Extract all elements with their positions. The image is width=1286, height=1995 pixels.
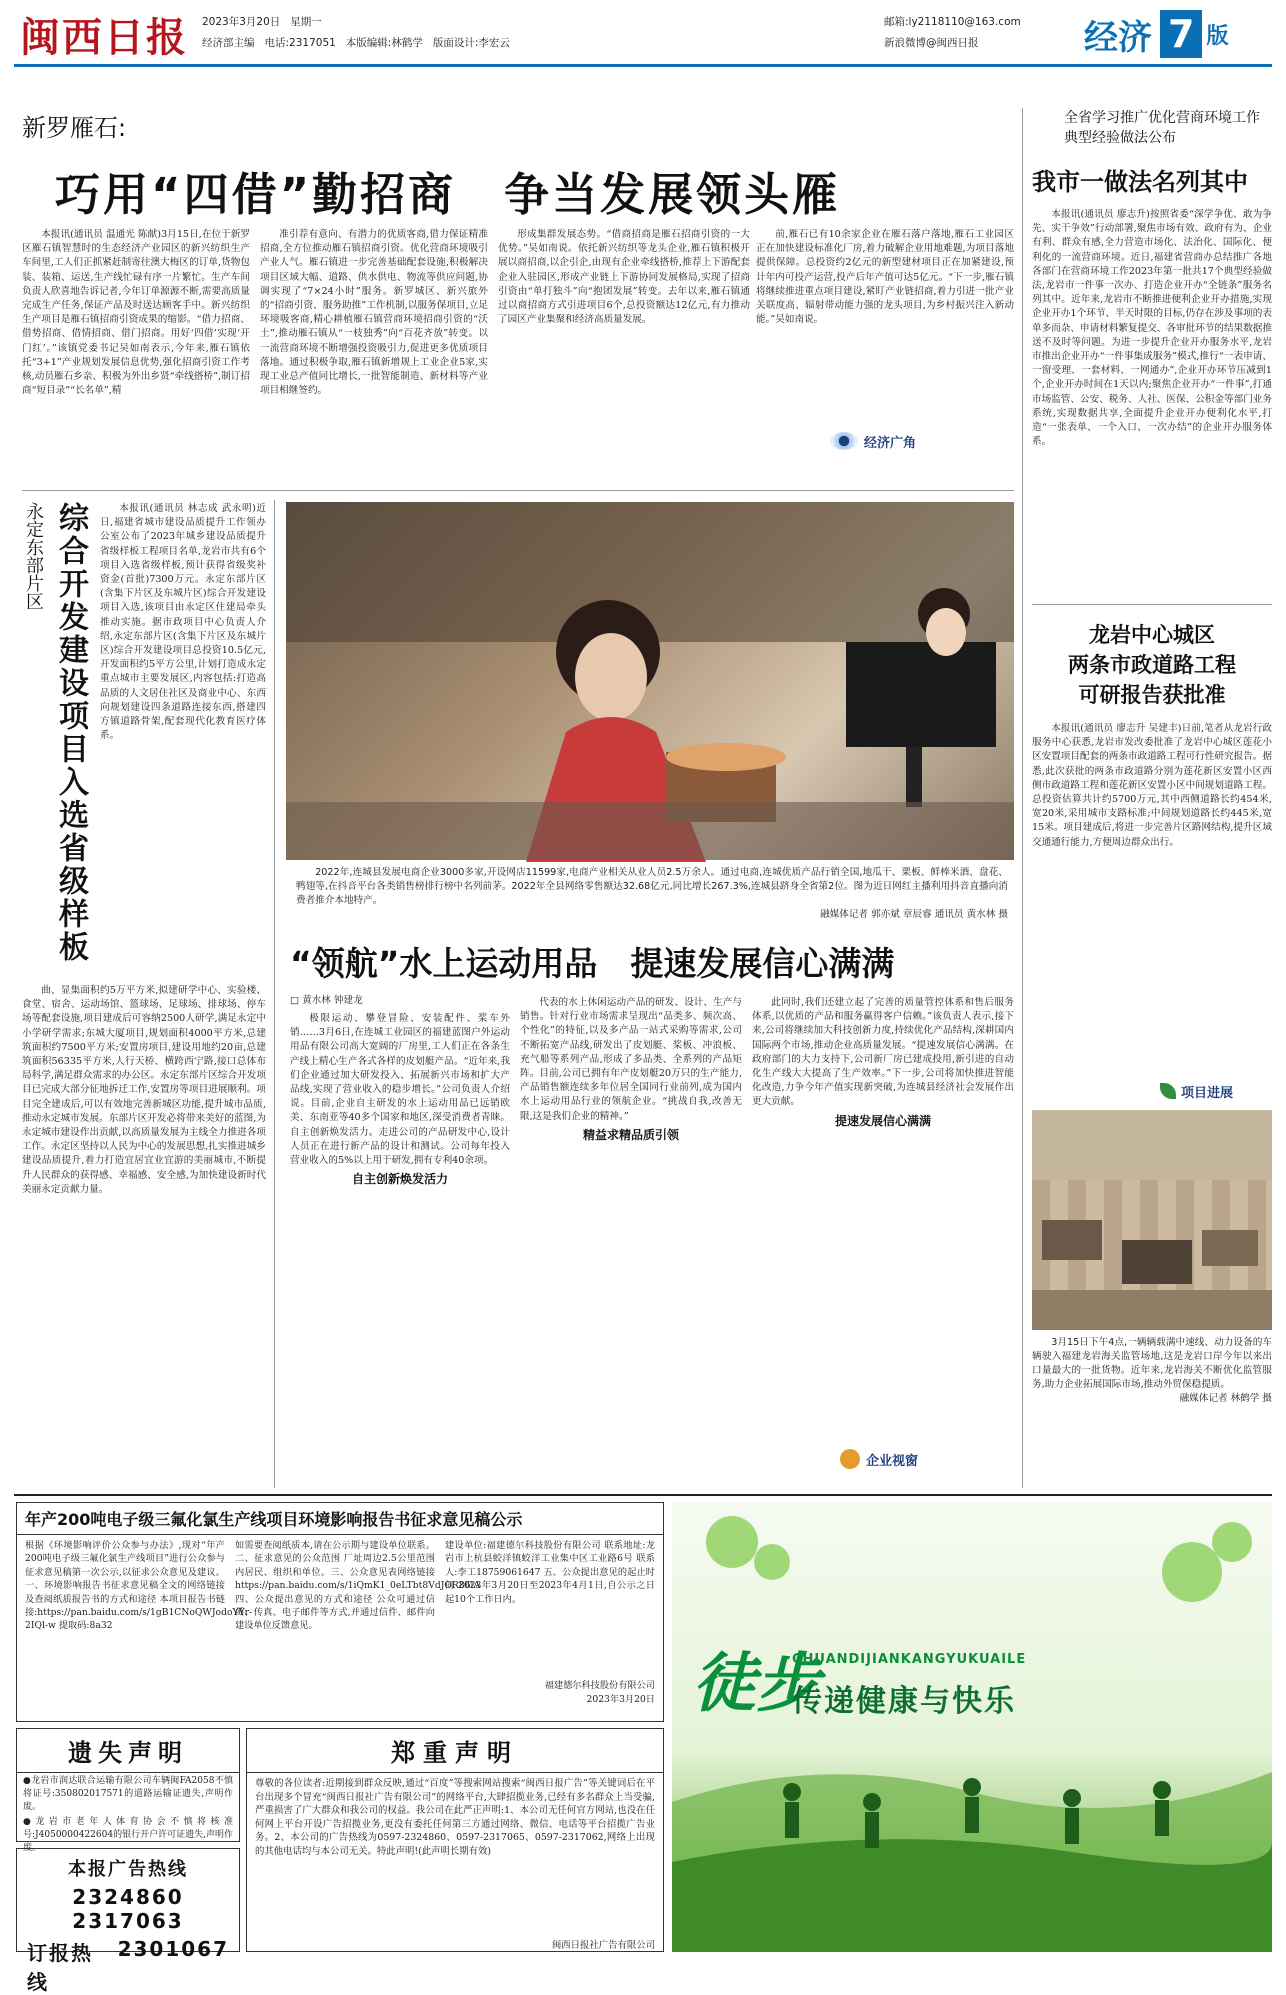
phone-line: 电话:2317051 <box>264 37 336 49</box>
second-headline: “领航”水上运动用品 提速发展信心满满 <box>290 944 895 983</box>
side-top-headline: 我市一做法名列其中 <box>1032 168 1248 196</box>
lead-col-4: 前,雁石已有10余家企业在雁石落户落地,雁石工业园区正在加快建设标准化厂房,着力破解企业用地难题,为项目落地提供保障。总投资约2亿元的新型建材项目正在加紧建设,预计年内可投产运营,投产后年产值可达5亿元。“下一步,雁石镇将继续推进重点项目建设,紧盯产业链招商,着力引进一批产业关联度高、辐射带动能力强的龙头项目,为乡村振兴注入新动能。”吴如南说。 <box>756 229 1014 326</box>
project-progress-label: 项目进展 <box>1181 1085 1234 1101</box>
page-number-badge: 7 <box>1160 10 1202 58</box>
lost-title: 遗失声明 <box>17 1729 239 1773</box>
right-column-divider <box>1022 108 1023 1488</box>
feature-photo-credit: 融媒体记者 郭亦斌 章辰睿 通讯员 黄水林 摄 <box>820 909 1008 920</box>
lost-item-1: ●龙岩市润达联合运输有限公司车辆闽FA2058不慎将证号:350802017571的道路运输证遗失,声明作废。 <box>23 1776 233 1812</box>
lead-col-3: 形成集群发展态势。“借商招商是雁石招商引资的一大优势。”吴如南说。依托新兴纺织等龙头企业,雁石镇积极开展以商招商,以企引企,由现有企业牵线搭桥,推荐上下游配套企业入驻园区,形成产业链上下游协同发展格局,实现了招商引资由“单打独斗”向“抱团发展”转变。去年以来,雁石镇通过以商招商方式引进项目6个,总投资额达12亿元,有力推动了园区产业集聚和经济高质量发展。 <box>498 229 750 326</box>
page-unit: 版 <box>1206 23 1229 49</box>
section-label <box>1084 8 1274 60</box>
notice-title: 年产200吨电子级三氟化氯生产线项目环境影响报告书征求意见稿公示 <box>17 1503 663 1535</box>
walking-promo <box>672 1502 1272 1952</box>
second-sub-3: 提速发展信心满满 <box>834 1113 931 1128</box>
economy-corner-tag <box>830 424 980 458</box>
ad-hotline-title: 本报广告热线 <box>68 1859 188 1880</box>
masthead-title: 闽西日报 <box>20 14 188 61</box>
ad-hotline-box <box>16 1848 240 1994</box>
lead-col-2: 准引荐有意向、有潜力的优质客商,借力保证精准招商,全方位推动雁石镇招商引资。优化营商环境吸引产业人气。雁石镇进一步完善基础配套设施,积极解决项目区域大幅、道路、供水供电、物流等供应问题,协调实现了“7×24小时”服务。新罗城区、新兴旅外的“招商引资、服务助推”工作机制,以服务保项目,立足环境吸客商,精心耕植雁石镇营商环境招商引资的“沃土”,推动雁石镇从“一枝独秀”向“百花齐放”转变。以一流营商环境不断增强投资吸引力,促进更多优质项目落地。通过积极争取,雁石镇新增规上工业企业5家,实现工业总产值同比增长,一批智能制造、新材料等产业项目相继签约。 <box>260 229 488 397</box>
side-bottom-body: 本报讯(通讯员 廖志升 吴建丰)日前,笔者从龙岩行政服务中心获悉,龙岩市发改委批准了龙岩中心城区莲花小区安置项目配套的两条市政道路工程可行性研究报告。据悉,此次获批的两条市政道路分别为莲花新区安置小区西侧市政道路工程和莲花新区安置小区中间规划道路工程。总投资估算共计约5700万元,其中西侧道路长约454米,宽20米,采用城市支路标准;中间规划道路长约445米,宽15米。项目建成后,将进一步完善片区路网结构,提升区域交通通行能力,方便周边群众出行。 <box>1032 723 1272 848</box>
side-bottom-headline-2: 两条市政道路工程 <box>1068 653 1236 677</box>
notice-col-2: 如需要查阅纸质本,请在公示期与建设单位联系。二、征求意见的公众范围 厂址周边2.5公里范围内居民、组织和单位。三、公众意见表网络链接 https://pan.baidu.com/s/1iQmK1_0eLTbt8VdJOR86lA 四、公众提出意见的方式和途径 公众可通过信函、传真、电子邮件等方式,并通过信件、邮件向建设单位反馈意见。 <box>235 1540 481 1632</box>
solemn-statement <box>246 1728 664 1952</box>
window-icon <box>840 1449 860 1469</box>
second-col-2: 代表的水上休闲运动产品的研发、设计、生产与销售。针对行业市场需求呈现出“品类多、频次高、个性化”的特征,以及多产品一站式采购等需求,公司不断拓宽产品线,研发出了皮划艇、桨板、冲浪板、充气船等系列产品,形成了多品类、全系列的产品矩阵。目前,公司已拥有年产皮划艇20万只的生产能力,产品销售额连续多年位居全国同行业前列,成为国内水上运动用品行业的领航企业。“挑战自我,改善无限,这是我们企业的精神。” 精益求精品质引领 <box>520 997 742 1142</box>
bottom-section-rule <box>14 1494 1272 1496</box>
email-line: 邮箱:ly2118110@163.com <box>884 16 1021 28</box>
notice-date: 2023年3月20日 <box>586 1694 655 1706</box>
second-sub-1: 自主创新焕发活力 <box>351 1172 448 1187</box>
header-contact <box>884 14 1074 54</box>
second-byline: □ 黄水林 钟建龙 <box>290 995 363 1006</box>
side-bottom-photo-art <box>1032 1110 1272 1330</box>
enterprise-window-tag <box>840 1444 980 1474</box>
solemn-title: 郑重声明 <box>247 1729 663 1773</box>
lead-bottom-rule <box>22 490 1014 491</box>
side-bottom-photo-caption: 3月15日下午4点,一辆辆载满中速线、动力设备的车辆驶入福建龙岩海关监管场地,这是龙岩口岸今年以来出口量最大的一批货物。近年来,龙岩海关不断优化监管服务,助力企业拓展国际市场,推动外贸保稳提质。 融媒体记者 林鹤学 摄 <box>1032 1337 1272 1404</box>
project-progress-tag <box>1160 1078 1272 1104</box>
feature-photo-caption: 2022年,连城县发展电商企业3000多家,开设网店11599家,电商产业相关从业人员2.5万余人。通过电商,连城优质产品行销全国,地瓜干、栗板、鲜棒米酒、盘花、鸭翅等,在抖音平台各类销售榜排行榜中名列前茅。2022年全县网络零售额达32.68亿元,同比增长267.3%,连城县跻身全省第2位。图为近日网红主播利用抖音直播向消费者推介本地特产。 融媒体记者 郭亦斌 章辰睿 通讯员 黄水林 摄 <box>296 867 1008 920</box>
lead-kicker: 新罗雁石: <box>22 114 127 142</box>
lead-col-1: 本报讯(通讯员 温通光 陈献)3月15日,在位于新罗区雁石镇智慧时的生态经济产业园区的新兴纺织生产车间里,工人们正抓紧赶制寄往澳大梅区的订单,货物包装、装箱、运送,生产线忙碌有序一片繁忙。生产车间负责人欣喜地告诉记者,今年订单源源不断,需要高质量完成生产任务,保证产品及时送达顾客手中。新兴纺织生产项目是雁石镇招商引资成果的缩影。“借力招商、借势招商、借情招商、借门招商。用好‘四借’实现‘开门红’。”该镇党委书记吴如南表示,今年来,雁石镇依托“3+1”产业规划发展信息优势,强化招商引资工作考核,动员雁石乡亲、积极为外出乡贤“牵线搭桥”,制订招商“短目录”“长名单”,精 <box>22 229 250 397</box>
section-name: 经济 <box>1084 17 1152 58</box>
designer-line: 版面设计:李宏云 <box>432 37 510 49</box>
side-top-body: 本报讯(通讯员 廖志升)按照省委“深学争优、敢为争先、实干争效”行动部署,聚焦市场有效、政府有为、企业有利、群众有感,全力营造市场化、法治化、国际化、便利化的一流营商环境。近日,福建省营商办总结推广各地各部门在营商环境工作2023年第一批共17个典型经验做法,龙岩市一件事一次办、打造企业开办“全链条”服务名列其中。近年来,龙岩市不断推进便利企业开办措施,实现企业开办1个环节、半天时限的目标,仍存在涉及事项的表单多而杂、申请材料繁复提交、各审批环节的结果数据推送不及时等问题。为进一步提升企业开办服务水平,龙岩市推出企业开办“一件事集成服务”模式,推行“一表申请、一窗受理、一套材料、一网通办”,企业开办环节压减到1个,企业开办时间在1天以内;聚焦企业开办“一件事”,打通市场监管、公安、税务、人社、医保、公积金等部门业务系统,实现数据共享,全面提升企业开办便利化水平,打造“一张表单、一个入口、一次办结”的企业开办服务体系。 <box>1032 209 1272 448</box>
side-bottom-photo-credit: 融媒体记者 林鹤学 摄 <box>1179 1393 1272 1404</box>
promo-slogan: 传递健康与快乐 <box>792 1684 1016 1719</box>
side-bottom-headline <box>1032 620 1272 712</box>
editor-line: 经济部主编 <box>202 37 255 49</box>
lost-notice <box>16 1728 240 1853</box>
leaf-icon <box>1160 1083 1176 1099</box>
feature-photo-art <box>286 502 1014 860</box>
second-col-1: 极限运动、攀登冒险、安装配件、桨车外销……3月6日,在连城工业园区的福建蓝图户外运动用品有限公司高大宽阔的厂房里,工人们正在各条生产线上精心生产各式各样的皮划艇产品。“近年来,我们企业通过加大研发投入、拓展新兴市场和扩大产品线,实现了营业收入的稳步增长。”公司负责人介绍说。目前,企业自主研发的水上运动用品已远销欧美、东南亚等40多个国家和地区,深受消费者青睐。自主创新焕发活力。走进公司的产品研发中心,设计人员正在进行新产品的设计和测试。公司每年投入营业收入的5%以上用于研发,拥有专利40余项。 自主创新焕发活力 <box>290 1013 510 1187</box>
ad-hotline-numbers: 2324860 2317063 <box>72 1885 184 1933</box>
order-hotline-number: 2301067 <box>117 1937 229 1961</box>
weibo-line: 新浪微博@闽西日报 <box>884 37 979 49</box>
side-bottom-photo <box>1032 1110 1272 1330</box>
vertical-body-top: 本报讯(通讯员 林志成 武永明)近日,福建省城市建设品质提升工作领办公室公布了2023年城乡建设品质提升省级样板工程项目名单,龙岩市共有6个项目入选省级样板,预计获得省级奖补资金(首批)7300万元。永定东部片区(含集下片区及东城片区)综合开发建设项目入选,该项目由永定区住建局牵头推动实施。据市政项目中心负责人介绍,永定东部片区(含集下片区及东城片区)综合开发建设项目总投资10.5亿元,开发面积约5平方公里,计划打造成永定重点城市主要发展区,内容包括:打造高品质的人文居住社区及商业中心、东西向规划建设四条道路连接东西,搭建四方镇道路骨架,配套现代化教育医疗体系。 <box>100 503 266 742</box>
second-col-3: 此同时,我们还建立起了完善的质量管控体系和售后服务体系,以优质的产品和服务赢得客户信赖。”该负责人表示,接下来,公司将继续加大科技创新力度,持续优化产品结构,深耕国内国际两个市场,推动企业高质量发展。“提速发展信心满满。在政府部门的大力支持下,公司新厂房已建成投用,新引进的自动化生产线大大提高了生产效率。”下一步,公司将加快推进智能化改造,力争今年产值实现新突破,为连城县经济社会发展作出更大贡献。 提速发展信心满满 <box>752 997 1014 1128</box>
solemn-body: 尊敬的各位读者:近期接到群众反映,通过“百度”等搜索网站搜索“闽西日报广告”等关键词后在平台出现多个冒充“闽西日报社广告有限公司”的网络平台,大肆招揽业务,已经有多名群众上当受骗,严重损害了广大群众和我公司的权益。我公司在此严正声明:1、本公司无任何官方网站,也没在任何网上平台开设广告招揽业务,更没有委托任何第三方通过网络、微信、电话等平台招揽广告业务。2、本公司的广告热线为0597-2324860、0597-2317065、0597-2317062,网络上出现的其他电话均与本公司无关。特此声明!(此声明长期有效) <box>255 1778 655 1857</box>
vertical-body-bottom: 曲、显集面积约5万平方米,拟建研学中心、实验楼、食堂、宿舍、运动场馆、篮球场、足球场、排球场、停车场等配套设施,项目建成后可容纳2500人研学,满足永定中小学研学需求;东城大厦项目,规划面积4000平方米,总建筑面积约7500平方米;安置房项目,建设用地约20亩,总建筑面积56335平方米,人行天桥、横跨西宁路,接口总体布局科学,满足群众需求的办公区。永定东部片区综合开发项目已完成大部分征地拆迁工作,安置房等项目进展顺利。项目完全建成后,可以有效地完善新城区功能,提升城市品质,推动永定城市发展。东部片区开发必将带来美好的蓝图,为永定城市建设作出贡献,以高质量发展为主线全力推进各项工作。永定区坚持以人民为中心的发展思想,扎实推进城乡建设品质提升,着力打造宜居宜业宜游的美丽城市,不断提升人民群众的获得感、幸福感、安全感,为加快建设新时代美丽永定贡献力量。 <box>22 985 266 1195</box>
solemn-signature: 闽西日报社广告有限公司 <box>551 1940 655 1951</box>
issue-date: 2023年3月20日 <box>202 16 281 28</box>
header-divider <box>14 64 1272 67</box>
economy-corner-label: 经济广角 <box>864 435 917 451</box>
vertical-headline: 综合开发建设项目入选省级样板 <box>53 502 88 964</box>
lost-item-2: ●龙岩市老年人体育协会不慎将核准号:J4050000422604的银行开户许可证遗失,声明作废。 <box>23 1817 233 1853</box>
notice-col-3: 建设单位:福建德尔科技股份有限公司 联系地址:龙岩市上杭县蛟洋镇蛟洋工业集中区工业路6号 联系人:李工18759061647 五、公众提出意见的起止时间 2023年3月20日至2023年4月1日,自公示之日起10个工作日内。 <box>445 1540 655 1605</box>
promo-pinyin: CHUANDIJIANKANGYUKUAILE <box>792 1652 1027 1667</box>
side-section-rule <box>1032 604 1272 605</box>
feature-photo <box>286 502 1014 860</box>
left-column-divider <box>274 500 275 1488</box>
masthead <box>20 6 190 61</box>
enterprise-window-label: 企业视窗 <box>866 1453 919 1469</box>
lead-headline: 巧用“四借”勤招商 争当发展领头雁 <box>55 168 841 221</box>
header-meta <box>202 14 612 54</box>
side-top-kicker: 全省学习推广优化营商环境工作典型经验做法公布 <box>1064 110 1260 146</box>
second-sub-2: 精益求精品质引领 <box>582 1127 679 1142</box>
side-bottom-headline-1: 龙岩中心城区 <box>1089 623 1215 647</box>
vertical-kicker: 永定东部片区 <box>23 502 44 610</box>
page-editor: 本版编辑:林鹤学 <box>345 37 423 49</box>
notice-signature: 福建德尔科技股份有限公司 <box>544 1680 655 1691</box>
notice-box <box>16 1502 664 1722</box>
side-bottom-headline-3: 可研报告获批准 <box>1078 683 1226 707</box>
walking-promo-art <box>672 1502 1272 1952</box>
promo-script: 徒步 <box>692 1646 820 1721</box>
notice-col-1: 根据《环境影响评价公众参与办法》,现对“年产200吨电子级三氟化氯生产线项目”进行公众参与征求意见稿第一次公示,以征求公众意见及建议。一、环境影响报告书征求意见稿全文的网络链接及查阅纸质报告书的方式和途径 本项目报告书链接:https://pan.baidu.com/s/1gB1CNoQWJodoYYr-2IQl-w 提取码:8a32 <box>25 1540 253 1632</box>
issue-weekday: 星期一 <box>290 16 322 28</box>
eye-icon <box>830 432 858 450</box>
order-hotline-label: 订报热线 <box>27 1941 93 1994</box>
